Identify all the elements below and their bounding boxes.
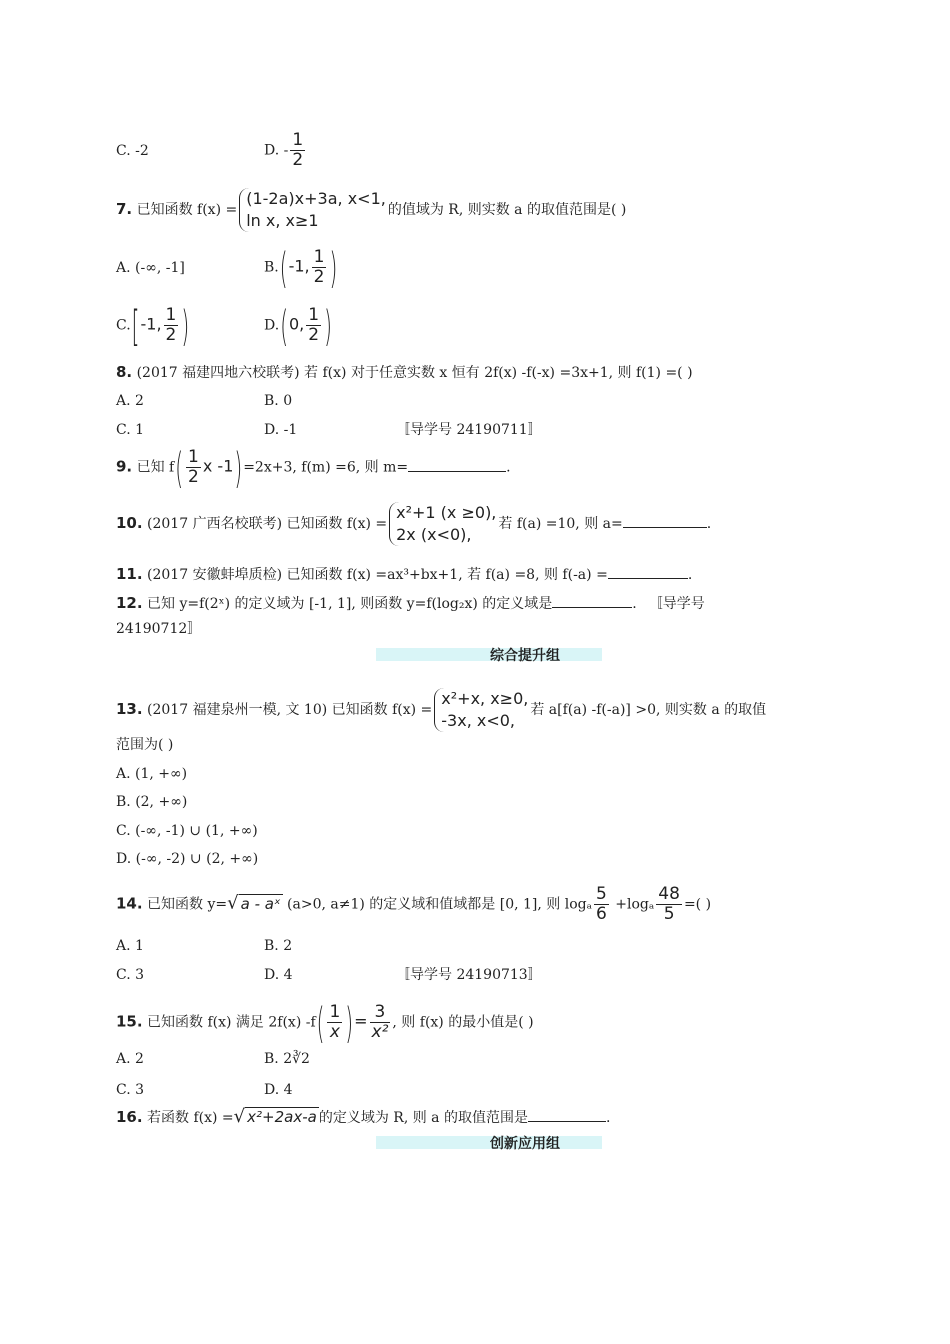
q14-option-c: C. 3 xyxy=(116,967,145,983)
q8-stem: 8. (2017 福建四地六校联考) 若 f(x) 对于任意实数 x 恒有 2f(x) -f(-x) =3x+1, 则 f(1) =( ) xyxy=(116,363,693,381)
q16-stem: 16. 若函数 f(x) =√ x²+2ax-a 的定义域为 R, 则 a 的取值范围是 . xyxy=(116,1106,611,1127)
q7-option-b: B.(-1, $\frac{1}{2}$ ) xyxy=(264,242,338,293)
q15-option-a: A. 2 xyxy=(116,1051,144,1067)
q14-option-a: A. 1 xyxy=(116,938,144,954)
q13-option-c: C. (-∞, -1) ∪ (1, +∞) xyxy=(116,823,258,839)
piecewise-brace: x²+x, x≥0, -3x, x<0, xyxy=(434,688,528,732)
q7-option-a: A. (-∞, -1] xyxy=(116,260,185,276)
q8-option-d: D. -1 xyxy=(264,422,298,438)
q15-stem: 15. 已知函数 f(x) 满足 2f(x) -f( $\frac{1}{x}$ )= $\frac{3}{\text{x²}}$ , 则 f(x) 的最小值是( ) xyxy=(116,997,534,1048)
piecewise-brace: (1-2a)x+3a, x<1, ln x, x≥1 xyxy=(239,188,386,232)
q13-stem-cont: 范围为( ) xyxy=(116,737,174,753)
radicand: x²+2ax-a xyxy=(247,1108,317,1126)
q8-reference-number: 〚导学号 24190711〛 xyxy=(396,422,542,438)
fraction: $\frac{1}{2}$ xyxy=(292,130,304,170)
q8-option-c: C. 1 xyxy=(116,422,145,438)
answer-blank[interactable] xyxy=(408,457,506,472)
q15-option-d: D. 4 xyxy=(264,1082,293,1098)
section-band xyxy=(376,1136,602,1149)
q15-option-b: B. 2∛2 xyxy=(264,1051,310,1067)
q14-option-d: D. 4 xyxy=(264,967,293,983)
piecewise-brace: x²+1 (x ≥0), 2x (x<0), xyxy=(389,502,496,546)
q12-reference-number-cont: 24190712〛 xyxy=(116,621,202,637)
section-band xyxy=(376,648,602,661)
q13-stem: 13. (2017 福建泉州一模, 文 10) 已知函数 f(x) = x²+x, x≥0, -3x, x<0, 若 a[f(a) -f(-a)] >0, 则实数 a 的取值 xyxy=(116,689,767,730)
q14-stem: 14. 已知函数 y=√ a - aˣ (a>0, a≠1) 的定义域和值域都是 [0, 1], 则 logₐ $\frac{5}{6}$ +logₐ $\frac{48}{5}$ =( ) xyxy=(116,884,712,924)
q14-option-b: B. 2 xyxy=(264,938,293,954)
q8-option-a: A. 2 xyxy=(116,393,144,409)
q6-option-c: C. -2 xyxy=(116,143,149,159)
section-title: 创新应用组 xyxy=(490,1136,560,1152)
q6-option-d: D. - $\frac{1}{2}$ xyxy=(264,130,304,170)
q7-option-d: D.(0, $\frac{1}{2}$ ) xyxy=(264,300,332,351)
q7-stem: 7. 已知函数 f(x) = (1-2a)x+3a, x<1, ln x, x≥1 的值域为 R, 则实数 a 的取值范围是( ) xyxy=(116,189,627,230)
answer-blank[interactable] xyxy=(552,593,632,608)
radicand: a - aˣ xyxy=(240,894,281,913)
q7-option-c: C.[-1, $\frac{1}{2}$ ) xyxy=(116,300,190,351)
q12-reference-number: 〚导学号 xyxy=(648,596,705,612)
answer-blank[interactable] xyxy=(528,1107,606,1122)
answer-blank[interactable] xyxy=(608,564,688,579)
q14-reference-number: 〚导学号 24190713〛 xyxy=(396,967,542,983)
q9-stem: 9. 已知 f( $\frac{1}{2}$ x -1)=2x+3, f(m) =6, 则 m= . xyxy=(116,442,511,493)
q12-stem: 12. 已知 y=f(2ˣ) 的定义域为 [-1, 1], 则函数 y=f(log₂x) 的定义域是 . 〚导学号 xyxy=(116,594,705,612)
q10-stem: 10. (2017 广西名校联考) 已知函数 f(x) = x²+1 (x ≥0), 2x (x<0), 若 f(a) =10, 则 a= . xyxy=(116,503,712,544)
q13-option-b: B. (2, +∞) xyxy=(116,794,188,810)
q8-option-b: B. 0 xyxy=(264,393,293,409)
q13-option-a: A. (1, +∞) xyxy=(116,766,188,782)
answer-blank[interactable] xyxy=(623,513,707,528)
q13-option-d: D. (-∞, -2) ∪ (2, +∞) xyxy=(116,851,259,867)
q11-stem: 11. (2017 安徽蚌埠质检) 已知函数 f(x) =ax³+bx+1, 若 f(a) =8, 则 f(-a) = . xyxy=(116,565,693,583)
q15-option-c: C. 3 xyxy=(116,1082,145,1098)
section-title: 综合提升组 xyxy=(490,648,560,664)
